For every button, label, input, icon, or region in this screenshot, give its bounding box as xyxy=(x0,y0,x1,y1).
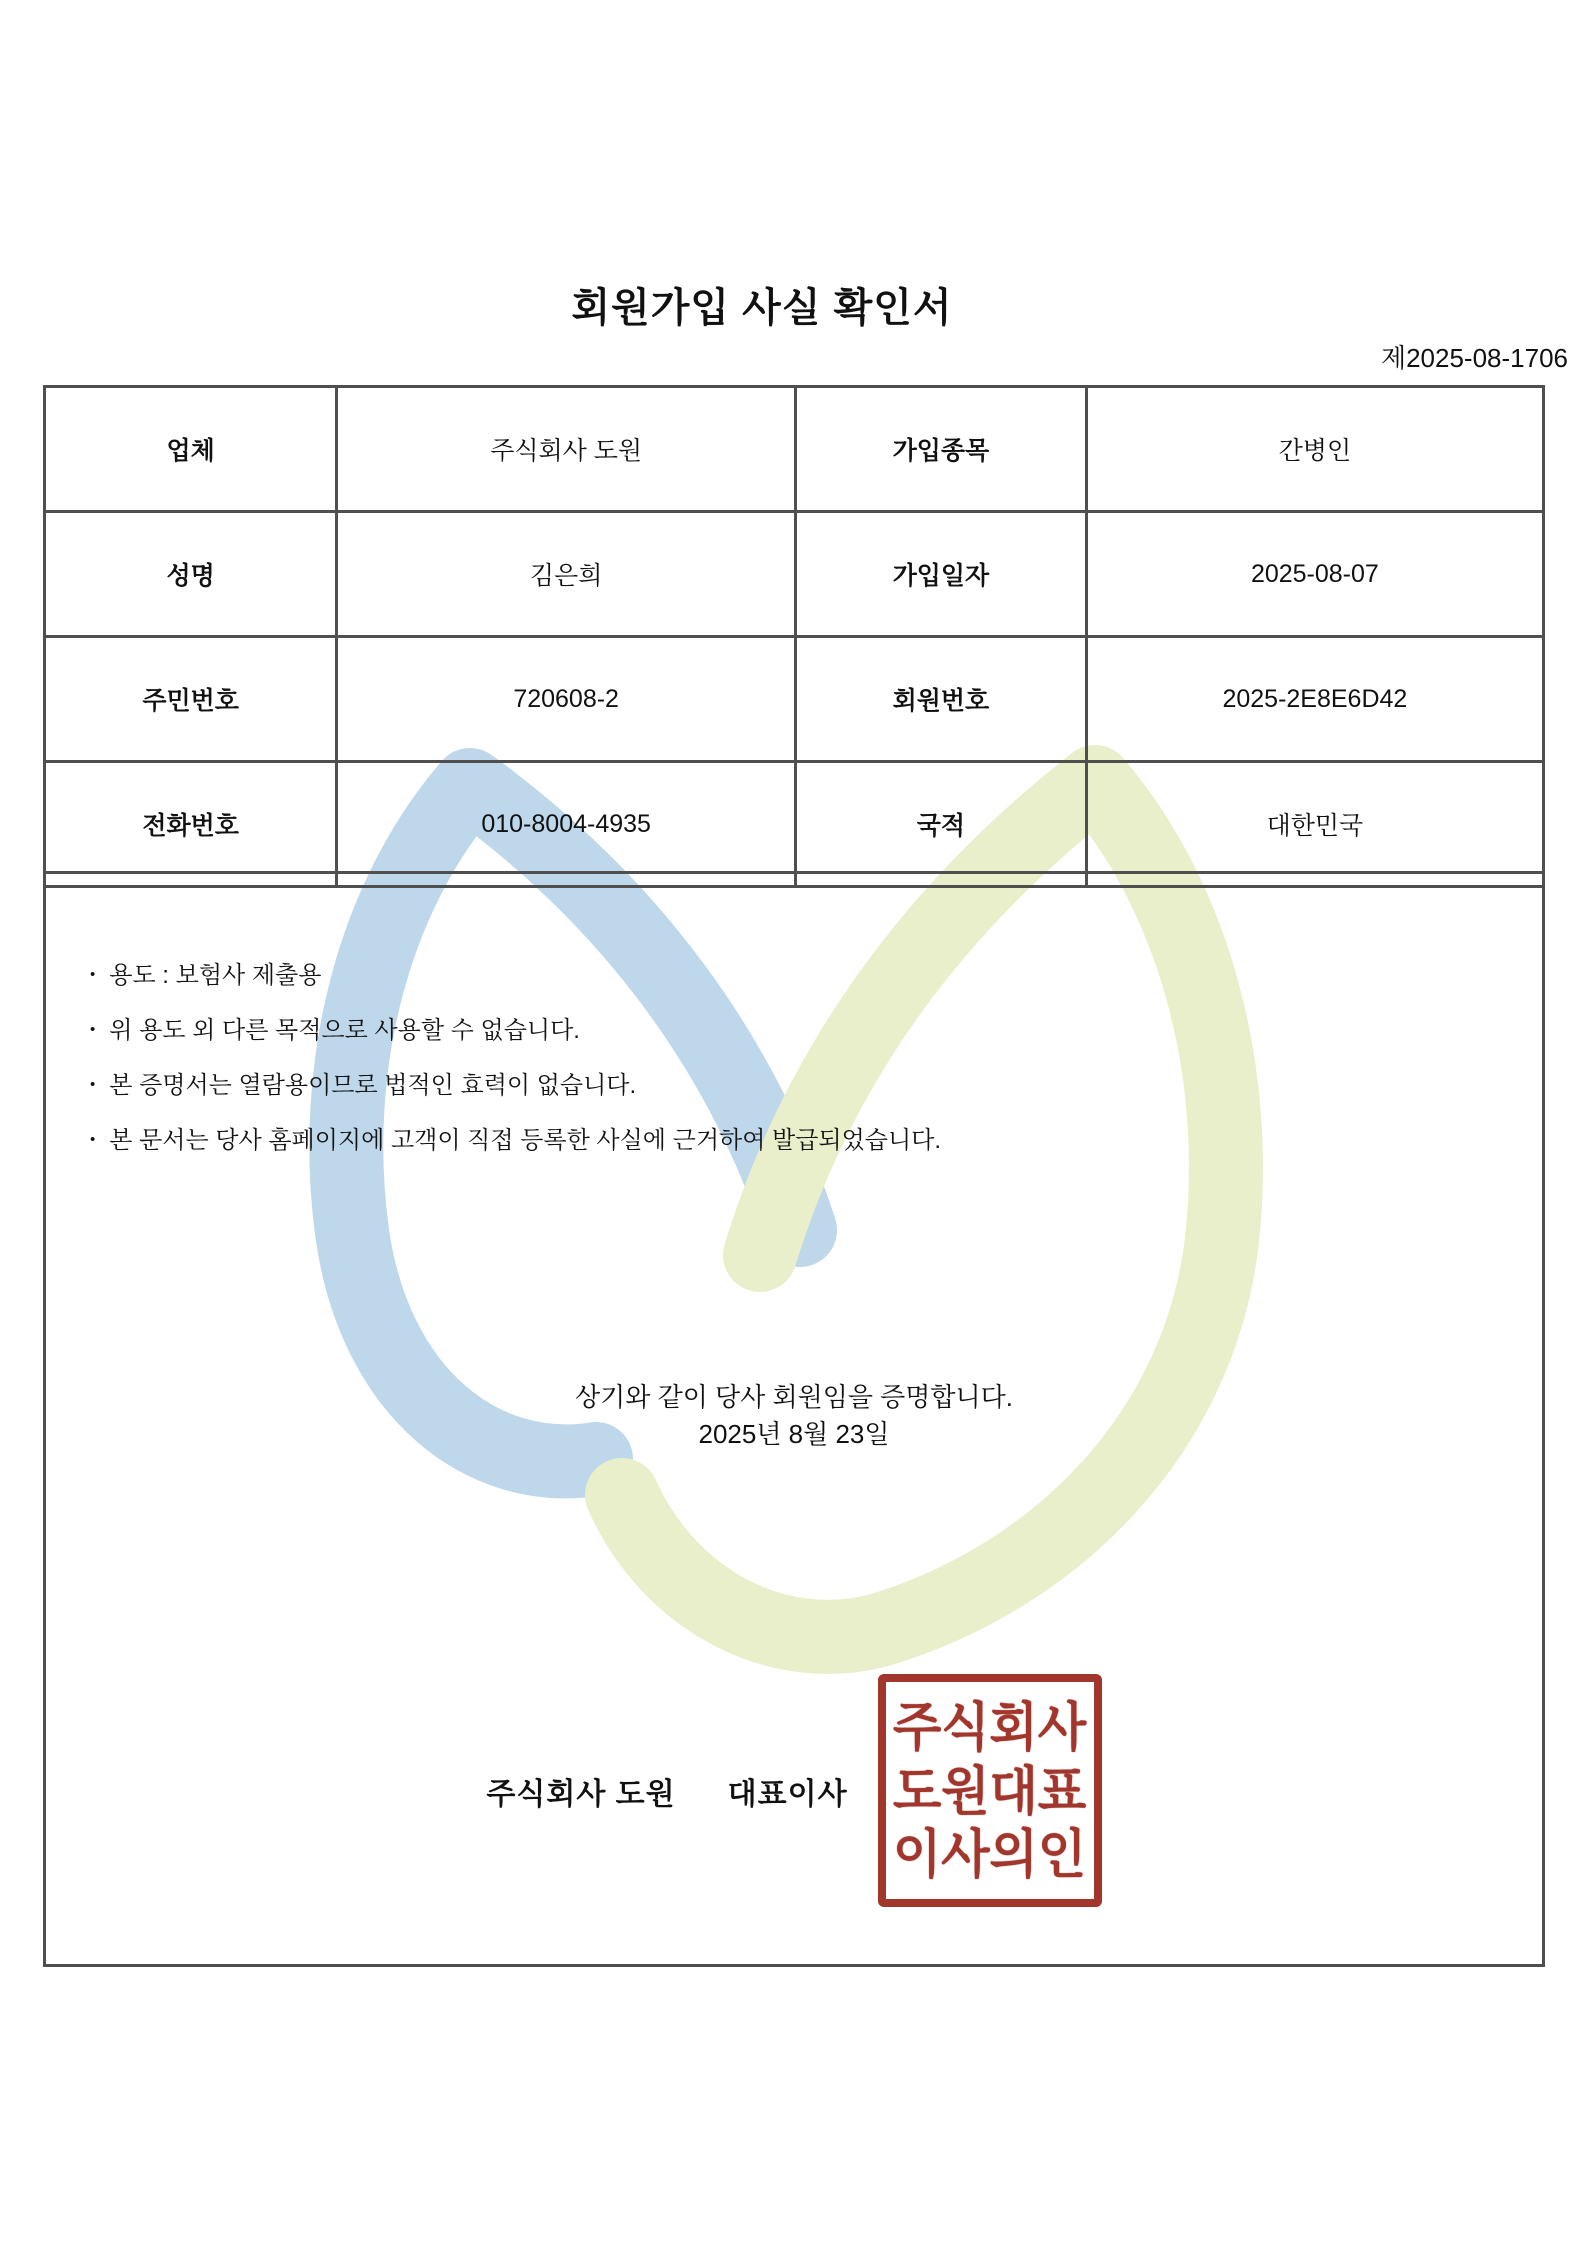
seal-row-2: 도원대표 xyxy=(892,1761,1087,1820)
corporate-seal-stamp xyxy=(878,1674,1102,1907)
value-join-category: 간병인 xyxy=(1086,387,1543,512)
notes-list xyxy=(90,950,941,1170)
value-phone: 010-8004-4935 xyxy=(337,762,796,887)
label-company: 업체 xyxy=(45,387,337,512)
statement-line-2: 2025년 8월 23일 xyxy=(698,1419,890,1449)
certification-statement xyxy=(46,1379,1542,1453)
issuer-row xyxy=(46,1674,1542,1907)
value-resident-id: 720608-2 xyxy=(337,637,796,762)
value-nationality: 대한민국 xyxy=(1086,762,1543,887)
table-row-phone xyxy=(45,762,1544,887)
note-basis: • 본 문서는 당사 홈페이지에 고객이 직접 등록한 사실에 근거하여 발급되었습니다. xyxy=(90,1115,941,1170)
label-phone: 전화번호 xyxy=(45,762,337,887)
note-no-legal: • 본 증명서는 열람용이므로 법적인 효력이 없습니다. xyxy=(90,1060,941,1115)
table-row-resident-id xyxy=(45,637,1544,762)
statement-line-1: 상기와 같이 당사 회원임을 증명합니다. xyxy=(575,1382,1013,1412)
value-company: 주식회사 도원 xyxy=(337,387,796,512)
seal-row-1: 주식회사 xyxy=(892,1697,1087,1757)
label-name: 성명 xyxy=(45,512,337,637)
seal-row-3: 이사의인 xyxy=(892,1824,1087,1884)
value-name: 김은희 xyxy=(337,512,796,637)
label-nationality: 국적 xyxy=(795,762,1086,887)
value-member-number: 2025-2E8E6D42 xyxy=(1086,637,1543,762)
note-restriction: • 위 용도 외 다른 목적으로 사용할 수 없습니다. xyxy=(90,1005,941,1060)
issuer-text xyxy=(486,1769,847,1813)
label-join-category: 가입종목 xyxy=(795,387,1086,512)
value-join-date: 2025-08-07 xyxy=(1086,512,1543,637)
label-member-number: 회원번호 xyxy=(795,637,1086,762)
doc-number: 제2025-08-1706 xyxy=(1380,343,1568,373)
table-row-company xyxy=(45,387,1544,512)
label-resident-id: 주민번호 xyxy=(45,637,337,762)
label-join-date: 가입일자 xyxy=(795,512,1086,637)
table-row-name xyxy=(45,512,1544,637)
issuer-role: 대표이사 xyxy=(727,1777,848,1811)
member-info-table xyxy=(43,385,1545,888)
issuer-company-name: 주식회사 도원 xyxy=(486,1777,676,1811)
note-usage: • 용도 : 보험사 제출용 xyxy=(90,950,941,1005)
page-title: 회원가입 사실 확인서 xyxy=(571,286,953,330)
notes-box xyxy=(43,871,1545,1967)
